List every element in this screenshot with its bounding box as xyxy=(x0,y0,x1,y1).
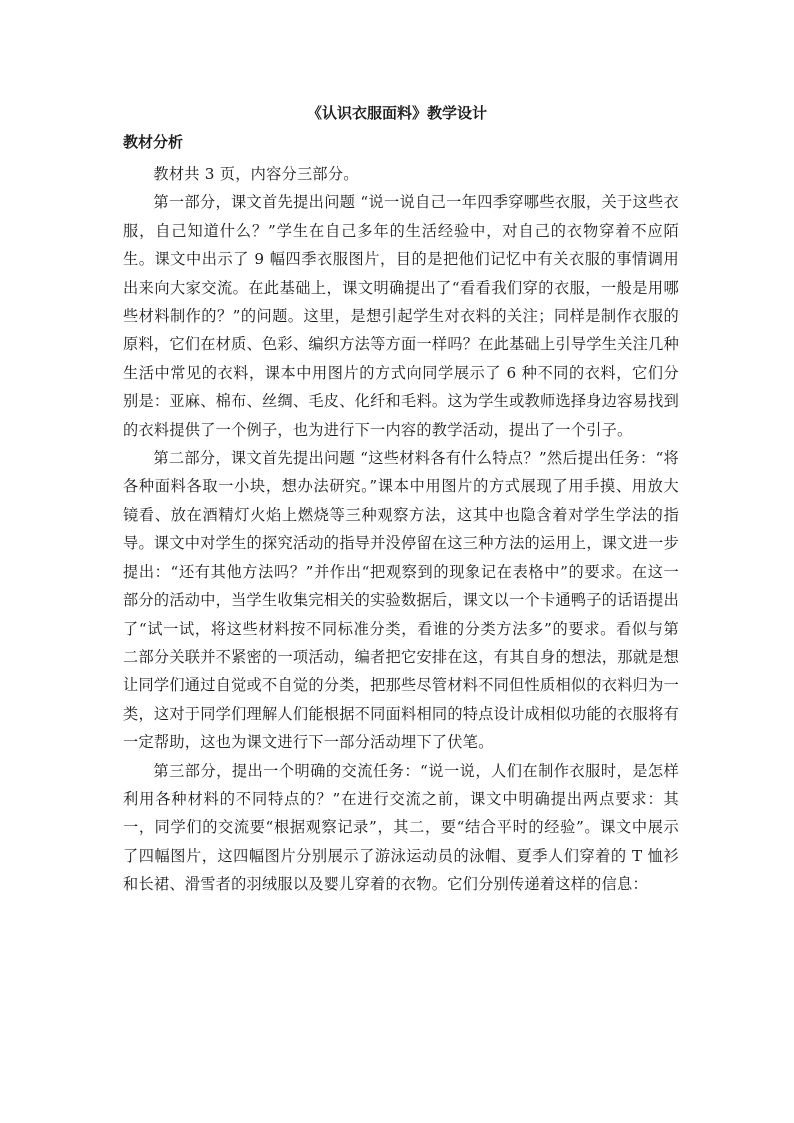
paragraph-part-three: 第三部分，提出一个明确的交流任务：“说一说，人们在制作衣服时，是怎样利用各种材料的不同特点的？”在进行交流之前，课文中明确提出两点要求：其一，同学们的交流要“根据观察记录”，其二，要“结合平时的经验”。课文中展示了四幅图片，这四幅图片分别展示了游泳运动员的泳帽、夏季人们穿着的 T 恤衫和长裙、滑雪者的羽绒服以及婴儿穿着的衣物。它们分别传递着这样的信息： xyxy=(123,761,679,894)
section-heading: 教材分析 xyxy=(123,133,184,151)
paragraph-part-two: 第二部分，课文首先提出问题 “这些材料各有什么特点？”然后提出任务：“将各种面料各取一小块，想办法研究。”课本中用图片的方式展现了用手摸、用放大镜看、放在酒精灯火焰上燃烧等三种观察方法，这其中也隐含着对学生学法的指导。课文中对学生的探究活动的指导并没停留在这三种方法的运用上，课文进一步提出：“还有其他方法吗？”并作出“把观察到的现象记在表格中”的要求。在这一部分的活动中，当学生收集完相关的实验数据后，课文以一个卡通鸭子的话语提出了“试一试，将这些材料按不同标准分类，看谁的分类方法多”的要求。看似与第二部分关联并不紧密的一项活动，编者把它安排在这，有其自身的想法，那就是想让同学们通过自觉或不自觉的分类，把那些尽管材料不同但性质相似的衣料归为一类，这对于同学们理解人们能根据不同面料相同的特点设计成相似功能的衣服将有一定帮助，这也为课文进行下一部分活动埋下了伏笔。 xyxy=(123,449,679,752)
paragraph-overview: 教材共 3 页，内容分三部分。 xyxy=(153,165,359,183)
document-title: 《认识衣服面料》教学设计 xyxy=(306,104,487,122)
body-text xyxy=(123,160,679,899)
paragraph-part-one: 第一部分，课文首先提出问题 “说一说自己一年四季穿哪些衣服，关于这些衣服，自己知道什么？”学生在自己多年的生活经验中，对自己的衣物穿着不应陌生。课文中出示了 9 幅四季衣服图片，目的是把他们记忆中有关衣服的事情调用出来向大家交流。在此基础上，课文明确提出了“看看我们穿的衣服，一般是用哪些材料制作的？”的问题。这里，是想引起学生对衣料的关注；同样是制作衣服的原料，它们在材质、色彩、编织方法等方面一样吗？在此基础上引导学生关注几种生活中常见的衣料，课本中用图片的方式向同学展示了 6 种不同的衣料，它们分别是：亚麻、棉布、丝绸、毛皮、化纤和毛料。这为学生或教师选择身边容易找到的衣料提供了一个例子，也为进行下一内容的教学活动，提出了一个引子。 xyxy=(123,193,679,439)
